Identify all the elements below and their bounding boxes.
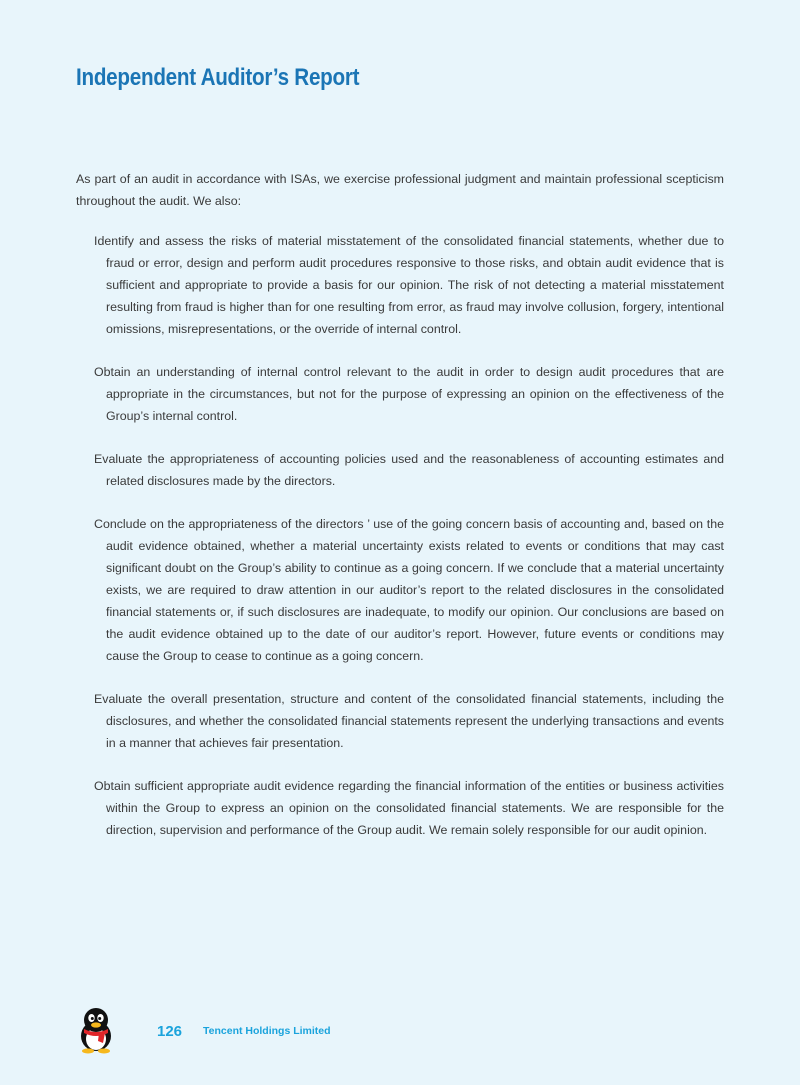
list-item-identify-risks: Identify and assess the risks of material misstatement of the consolidated financial statements, whether due to fraud or error, design and perform audit procedures responsive to those risks, and obtain audit evidence that is sufficient and appropriate to provide a basis for our opinion. The risk of not detecting a material misstatement resulting from fraud is higher than for one resulting from error, as fraud may involve collusion, forgery, intentional omissions, misrepresentations, or the override of internal control. bbox=[94, 234, 724, 336]
report-body bbox=[76, 168, 724, 862]
page-number: 126 bbox=[157, 1023, 183, 1040]
page-footer bbox=[76, 1006, 476, 1056]
penguin-mascot-icon bbox=[76, 1006, 116, 1054]
list-item-group-audit-evidence: Obtain sufficient appropriate audit evidence regarding the financial information of the entities or business activities within the Group to express an opinion on the consolidated financial statements. We are responsible for the direction, supervision and performance of the Group audit. We remain solely responsible for our audit opinion. bbox=[94, 779, 724, 837]
list-item-internal-control: Obtain an understanding of internal control relevant to the audit in order to design audit procedures that are appropriate in the circumstances, but not for the purpose of expressing an opinion on the effectiveness of the Group’s internal control. bbox=[94, 365, 724, 423]
list-item-going-concern: Conclude on the appropriateness of the directors ’ use of the going concern basis of accounting and, based on the audit evidence obtained, whether a material uncertainty exists related to events or conditions that may cast significant doubt on the Group’s ability to continue as a going concern. If we conclude that a material uncertainty exists, we are required to draw attention in our auditor’s report to the related disclosures in the consolidated financial statements or, if such disclosures are inadequate, to modify our opinion. Our conclusions are based on the audit evidence obtained up to the date of our auditor’s report. However, future events or conditions may cause the Group to cease to continue as a going concern. bbox=[94, 517, 724, 663]
intro-paragraph: As part of an audit in accordance with ISAs, we exercise professional judgment and maintain professional scepticism throughout the audit. We also: bbox=[76, 172, 724, 208]
list-item-overall-presentation: Evaluate the overall presentation, structure and content of the consolidated financial statements, including the disclosures, and whether the consolidated financial statements represent the underlying transactions and events in a manner that achieves fair presentation. bbox=[94, 692, 724, 750]
audit-procedures-list bbox=[76, 230, 724, 841]
page-title: Independent Auditor’s Report bbox=[76, 64, 360, 91]
company-name: Tencent Holdings Limited bbox=[203, 1025, 331, 1037]
list-item-accounting-policies: Evaluate the appropriateness of accounting policies used and the reasonableness of accounting estimates and related disclosures made by the directors. bbox=[94, 452, 724, 488]
